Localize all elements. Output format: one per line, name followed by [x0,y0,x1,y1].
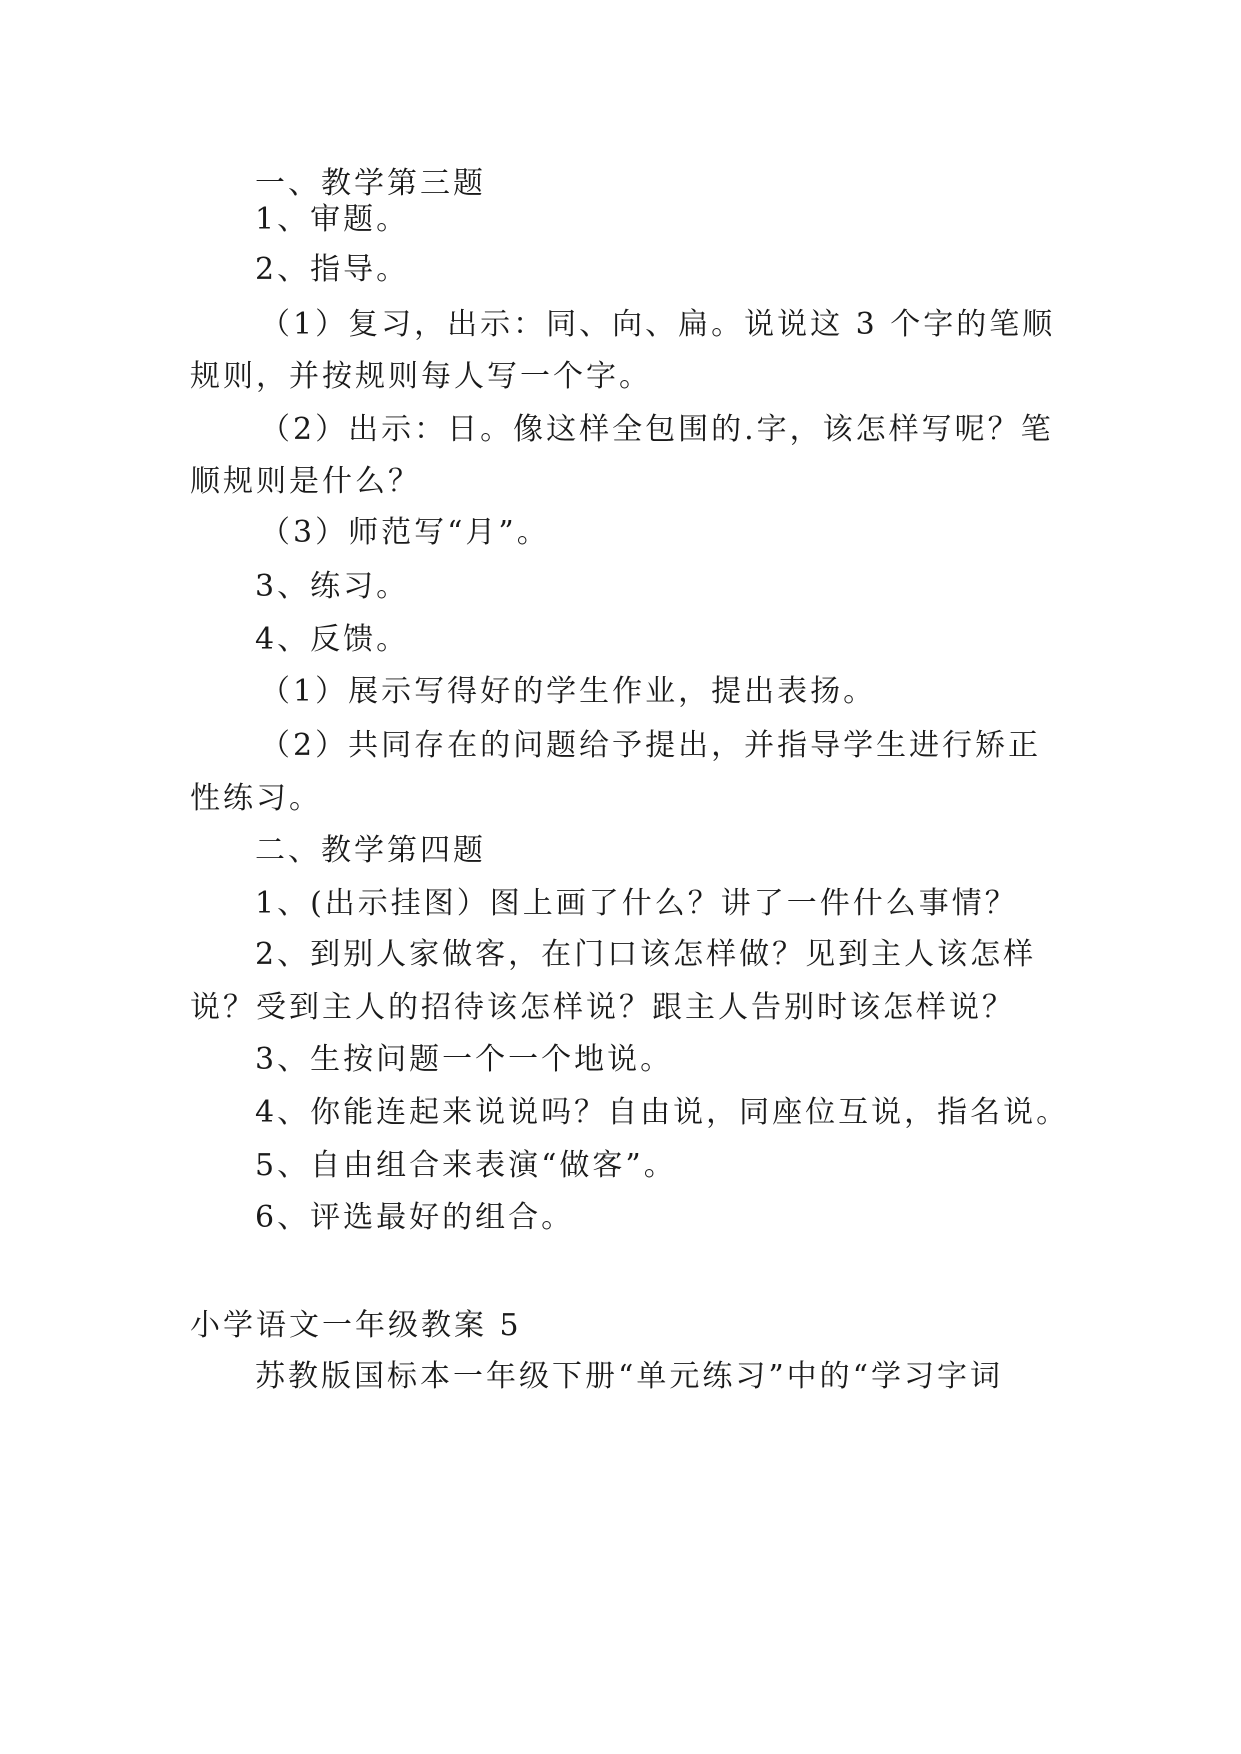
section-heading-3: 一、教学第三题 [255,166,486,201]
paragraph-line: （3）师范写“月”。 [260,515,550,550]
paragraph-line: （2）共同存在的问题给予提出，并指导学生进行矫正 [260,728,1042,763]
paragraph-line: 性练习。 [190,781,322,816]
section-heading-4: 二、教学第四题 [255,833,486,868]
paragraph-line: 1、(出示挂图）图上画了什么？讲了一件什么事情？ [255,886,1018,921]
paragraph-line: 1、审题。 [255,202,410,237]
paragraph-line: 3、练习。 [255,569,410,604]
paragraph-line: （2）出示：日。像这样全包围的.字，该怎样写呢？笔 [260,412,1054,447]
paragraph-line: 6、评选最好的组合。 [255,1200,575,1235]
lesson-plan-title: 小学语文一年级教案 5 [190,1308,522,1343]
paragraph-line: 3、生按问题一个一个地说。 [255,1042,674,1077]
paragraph-line: 2、指导。 [255,252,410,287]
paragraph-line: 顺规则是什么？ [190,464,421,499]
paragraph-line: 5、自由组合来表演“做客”。 [255,1148,677,1183]
paragraph-line: 4、反馈。 [255,622,410,657]
paragraph-line: 4、你能连起来说说吗？自由说，同座位互说，指名说。 [255,1095,1070,1130]
paragraph-line: （1）复习，出示：同、向、扁。说说这 3 个字的笔顺 [260,307,1056,342]
paragraph-line: 苏教版国标本一年级下册“单元练习”中的“学习字词 [255,1359,1004,1394]
paragraph-line: 规则，并按规则每人写一个字。 [190,359,652,394]
paragraph-line: 2、到别人家做客，在门口该怎样做？见到主人该怎样 [255,937,1037,972]
paragraph-line: （1）展示写得好的学生作业，提出表扬。 [260,674,877,709]
paragraph-line: 说？受到主人的招待该怎样说？跟主人告别时该怎样说？ [190,990,1015,1025]
